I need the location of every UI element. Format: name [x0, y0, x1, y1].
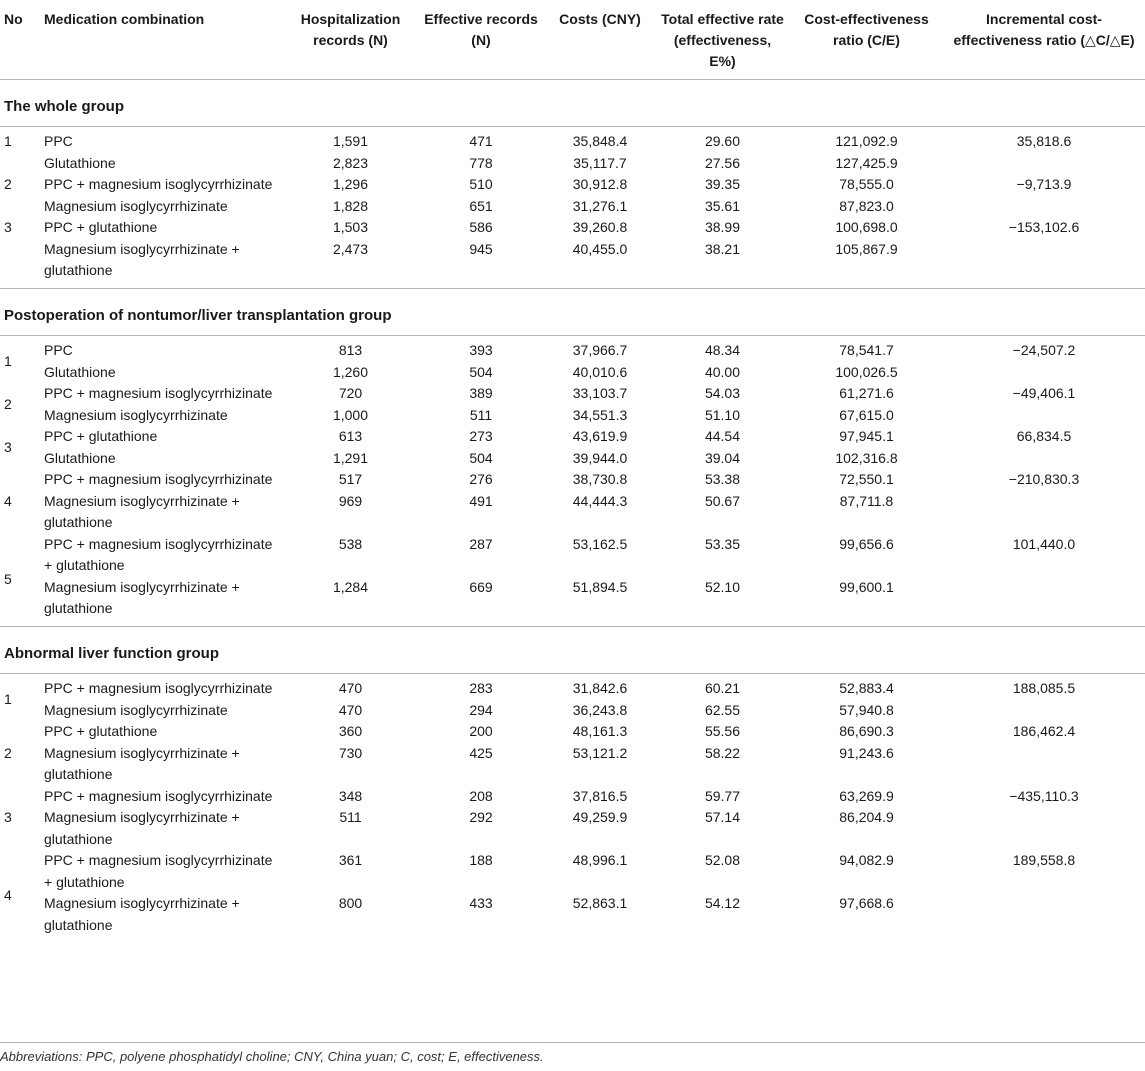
table-bottom-rule: [0, 1042, 1145, 1043]
ce-ratio: 87,711.8: [839, 492, 894, 509]
medication: Glutathione: [44, 363, 116, 380]
ce-ratio: 86,690.3: [839, 723, 894, 739]
header-medication: Medication combination: [40, 0, 284, 79]
costs: 33,103.7: [572, 385, 628, 401]
effective-records: 945: [469, 240, 493, 257]
hospitalization-records: 348: [338, 787, 363, 804]
icer: [943, 577, 1145, 627]
icer: 188,085.5: [1012, 680, 1076, 696]
group-header-row: [0, 79, 1145, 127]
costs: 34,551.3: [572, 406, 628, 423]
effective-records: 778: [469, 154, 493, 171]
medication: PPC + glutathione: [44, 219, 158, 235]
ce-ratio: 67,615.0: [839, 406, 894, 423]
medication: Magnesium isoglycyrrhizinate: [44, 701, 228, 718]
costs: 31,276.1: [572, 197, 628, 214]
effective-records: 283: [469, 680, 493, 696]
ce-ratio: 127,425.9: [835, 154, 898, 171]
medication: PPC + magnesium isoglycyrrhizinate: [44, 385, 273, 401]
medication: PPC + magnesium isoglycyrrhizinate: [44, 176, 273, 192]
effective-rate: 62.55: [704, 701, 741, 718]
icer: −153,102.6: [1008, 219, 1080, 235]
hospitalization-records: 1,260: [332, 363, 369, 380]
costs: 40,010.6: [572, 363, 628, 380]
effective-rate: 27.56: [704, 154, 741, 171]
row-no: 1: [4, 352, 12, 369]
icer: [943, 239, 1145, 289]
hospitalization-records: 1,828: [332, 197, 369, 214]
medication: PPC + magnesium isoglycyrrhizinate: [44, 680, 273, 696]
effective-records: 586: [469, 219, 493, 235]
group-title: Abnormal liver function group: [0, 626, 1145, 674]
costs: 40,455.0: [572, 240, 628, 257]
costs: 53,121.2: [572, 744, 628, 761]
effective-records: 510: [469, 176, 493, 192]
row-no: 1: [4, 690, 12, 707]
hospitalization-records: 720: [338, 385, 363, 401]
hospitalization-records: 1,503: [332, 219, 369, 235]
hospitalization-records: 2,823: [332, 154, 369, 171]
effective-rate: 50.67: [704, 492, 741, 509]
effective-rate: 52.08: [704, 852, 741, 868]
effective-rate: 57.14: [704, 809, 741, 825]
row-no: 2: [4, 395, 12, 412]
effective-records: 471: [469, 133, 493, 149]
header-costs: Costs (CNY): [545, 0, 655, 79]
hospitalization-records: 470: [338, 680, 363, 696]
ce-ratio: 57,940.8: [839, 701, 894, 718]
table-row: [0, 426, 1145, 448]
effective-rate: 39.04: [704, 449, 741, 466]
medication: PPC + magnesium isoglycyrrhizinate: [44, 471, 273, 487]
icer: 186,462.4: [1012, 723, 1076, 739]
header-hospitalization: Hospitalization records (N): [284, 0, 417, 79]
row-no: 4: [4, 887, 12, 904]
effective-rate: 51.10: [704, 406, 741, 423]
effective-records: 504: [469, 363, 493, 380]
table-row: [0, 405, 1145, 427]
effective-records: 273: [469, 428, 493, 444]
table-row: [0, 336, 1145, 362]
table-row: [0, 807, 1145, 850]
costs: 37,966.7: [572, 342, 628, 358]
hospitalization-records: 360: [338, 723, 363, 739]
icer: [943, 807, 1145, 850]
effective-records: 208: [469, 787, 493, 804]
table-row: [0, 239, 1145, 289]
row-no: 3: [4, 809, 12, 825]
table-row: [0, 362, 1145, 384]
medication: Magnesium isoglycyrrhizinate + glutathione: [44, 492, 240, 530]
row-no: [0, 196, 40, 218]
table-row: [0, 127, 1145, 153]
costs: 35,117.7: [573, 154, 627, 171]
icer: 189,558.8: [1012, 852, 1076, 868]
medication: PPC + glutathione: [44, 428, 158, 444]
table-row: [0, 448, 1145, 470]
effective-records: 651: [469, 197, 493, 214]
ce-ratio: 63,269.9: [839, 787, 894, 804]
ce-ratio: 99,656.6: [839, 535, 894, 552]
effective-rate: 53.35: [704, 535, 741, 552]
medication: PPC: [44, 133, 73, 149]
effective-records: 188: [469, 852, 493, 868]
ce-ratio: 102,316.8: [835, 449, 898, 466]
table-row: [0, 491, 1145, 534]
hospitalization-records: 813: [338, 342, 363, 358]
hospitalization-records: 1,296: [332, 176, 369, 192]
effective-rate: 55.56: [704, 723, 741, 739]
medication: Magnesium isoglycyrrhizinate: [44, 406, 228, 423]
icer: 101,440.0: [1012, 535, 1076, 552]
row-no: 2: [4, 744, 12, 761]
hospitalization-records: 613: [338, 428, 363, 444]
icer: [943, 700, 1145, 722]
effective-rate: 54.03: [704, 385, 741, 401]
icer: −24,507.2: [1012, 342, 1076, 358]
row-no: 3: [4, 219, 12, 235]
medication: PPC + magnesium isoglycyrrhizinate: [44, 787, 273, 804]
costs: 53,162.5: [572, 535, 628, 552]
icer: [943, 893, 1145, 942]
effective-rate: 40.00: [704, 363, 741, 380]
effective-rate: 38.99: [704, 219, 741, 235]
costs: 36,243.8: [572, 701, 628, 718]
ce-ratio: 105,867.9: [835, 240, 898, 257]
costs: 43,619.9: [572, 428, 628, 444]
ce-ratio: 72,550.1: [839, 471, 894, 487]
icer: [943, 448, 1145, 470]
effective-records: 292: [469, 809, 493, 825]
table-row: [0, 153, 1145, 175]
ce-ratio: 121,092.9: [835, 133, 898, 149]
costs: 49,259.9: [572, 809, 628, 825]
costs: 48,996.1: [572, 852, 628, 868]
icer: −9,713.9: [1016, 176, 1072, 192]
costs: 39,260.8: [572, 219, 628, 235]
ce-ratio: 97,668.6: [839, 895, 894, 911]
table-row: [0, 721, 1145, 743]
effective-rate: 59.77: [704, 787, 741, 804]
ce-ratio: 99,600.1: [839, 578, 894, 595]
ce-ratio: 91,243.6: [839, 744, 894, 761]
effective-records: 276: [469, 471, 493, 487]
effective-records: 504: [469, 449, 493, 466]
table-row: [0, 674, 1145, 700]
hospitalization-records: 1,591: [332, 133, 369, 149]
medication: Magnesium isoglycyrrhizinate: [44, 197, 228, 214]
costs: 30,912.8: [572, 176, 628, 192]
icer: 35,818.6: [1016, 133, 1072, 149]
effective-records: 511: [469, 406, 493, 423]
effective-rate: 44.54: [704, 428, 741, 444]
effective-rate: 52.10: [704, 578, 741, 595]
icer: −210,830.3: [1008, 471, 1080, 487]
icer: 66,834.5: [1016, 428, 1072, 444]
table-row: [0, 534, 1145, 577]
ce-ratio: 94,082.9: [839, 852, 894, 868]
row-no: [0, 153, 40, 175]
medication: PPC + glutathione: [44, 723, 158, 739]
medication: Magnesium isoglycyrrhizinate + glutathione: [44, 809, 240, 847]
ce-ratio: 78,541.7: [839, 342, 894, 358]
effective-records: 294: [469, 701, 493, 718]
ce-ratio: 97,945.1: [839, 428, 894, 444]
costs: 39,944.0: [572, 449, 628, 466]
costs: 38,730.8: [572, 471, 628, 487]
row-no: [0, 239, 40, 289]
ce-ratio: 86,204.9: [839, 809, 894, 825]
medication: Magnesium isoglycyrrhizinate + glutathione: [44, 240, 240, 278]
medication: Magnesium isoglycyrrhizinate + glutathione: [44, 578, 240, 616]
row-no: 1: [4, 133, 12, 149]
hospitalization-records: 517: [338, 471, 363, 487]
ce-ratio: 100,026.5: [835, 363, 898, 380]
hospitalization-records: 1,291: [332, 449, 369, 466]
effective-records: 433: [469, 895, 493, 911]
effective-rate: 29.60: [704, 133, 741, 149]
medication: PPC: [44, 342, 73, 358]
ce-ratio: 61,271.6: [839, 385, 894, 401]
row-no: 2: [4, 176, 12, 192]
group-title: Postoperation of nontumor/liver transplantation group: [0, 288, 1145, 336]
table-row: [0, 893, 1145, 942]
header-no: No: [0, 0, 40, 79]
effective-records: 389: [469, 385, 493, 401]
costs: 52,863.1: [572, 895, 628, 911]
effective-records: 287: [469, 535, 493, 552]
effective-records: 491: [469, 492, 493, 509]
table-row: [0, 743, 1145, 786]
hospitalization-records: 511: [339, 809, 362, 825]
medication: PPC + magnesium isoglycyrrhizinate + glutathione: [44, 535, 273, 573]
effective-records: 669: [469, 578, 493, 595]
ce-ratio: 78,555.0: [839, 176, 894, 192]
hospitalization-records: 470: [338, 701, 363, 718]
icer: [943, 362, 1145, 384]
hospitalization-records: 1,284: [332, 578, 369, 595]
effective-records: 425: [469, 744, 493, 761]
table-row: [0, 174, 1145, 196]
costs: 51,894.5: [572, 578, 628, 595]
table-body: [0, 79, 1145, 942]
medication: Glutathione: [44, 154, 116, 171]
icer: [943, 196, 1145, 218]
costs: 48,161.3: [572, 723, 628, 739]
medication: Magnesium isoglycyrrhizinate + glutathione: [44, 895, 240, 933]
effective-rate: 48.34: [704, 342, 741, 358]
hospitalization-records: 969: [338, 492, 363, 509]
footnote: Abbreviations: PPC, polyene phosphatidyl choline; CNY, China yuan; C, cost; E, effectiveness.: [0, 1049, 544, 1064]
effective-records: 200: [469, 723, 493, 739]
effective-rate: 39.35: [704, 176, 741, 192]
hospitalization-records: 1,000: [332, 406, 369, 423]
table-row: [0, 700, 1145, 722]
effective-rate: 58.22: [704, 744, 741, 761]
group-header-row: [0, 626, 1145, 674]
table-row: [0, 196, 1145, 218]
table-row: [0, 217, 1145, 239]
icer: −435,110.3: [1009, 787, 1079, 804]
row-no: 3: [4, 438, 12, 455]
table-row: [0, 577, 1145, 627]
header-icer: Incremental cost-effectiveness ratio (△C/△E): [943, 0, 1145, 79]
effective-rate: 38.21: [704, 240, 741, 257]
costs: 37,816.5: [572, 787, 628, 804]
table-row: [0, 383, 1145, 405]
medication: Glutathione: [44, 449, 116, 466]
table-row: [0, 469, 1145, 491]
hospitalization-records: 361: [338, 852, 363, 868]
table-row: [0, 786, 1145, 808]
row-no: 4: [4, 492, 12, 509]
header-row: [0, 0, 1145, 79]
effective-rate: 54.12: [704, 895, 741, 911]
icer: [943, 743, 1145, 786]
icer: [943, 491, 1145, 534]
costs: 44,444.3: [572, 492, 628, 509]
row-no: 5: [4, 570, 12, 587]
hospitalization-records: 730: [338, 744, 363, 761]
hospitalization-records: 538: [338, 535, 363, 552]
effective-records: 393: [469, 342, 493, 358]
medication: PPC + magnesium isoglycyrrhizinate + glutathione: [44, 852, 273, 890]
group-header-row: [0, 288, 1145, 336]
costs: 31,842.6: [572, 680, 628, 696]
icer: [943, 405, 1145, 427]
costs: 35,848.4: [572, 133, 628, 149]
ce-ratio: 87,823.0: [839, 197, 894, 214]
effective-rate: 60.21: [704, 680, 741, 696]
effective-rate: 35.61: [704, 197, 741, 214]
icer: −49,406.1: [1012, 385, 1076, 401]
header-effective: Effective records (N): [417, 0, 545, 79]
header-ce-ratio: Cost-effectiveness ratio (C/E): [790, 0, 943, 79]
header-effective-rate: Total effective rate (effectiveness, E%): [655, 0, 790, 79]
ce-ratio: 52,883.4: [839, 680, 894, 696]
icer: [943, 153, 1145, 175]
table-row: [0, 850, 1145, 893]
hospitalization-records: 2,473: [332, 240, 369, 257]
ce-ratio: 100,698.0: [835, 219, 898, 235]
group-title: The whole group: [0, 79, 1145, 127]
medication: Magnesium isoglycyrrhizinate + glutathione: [44, 744, 240, 782]
effective-rate: 53.38: [704, 471, 741, 487]
hospitalization-records: 800: [338, 895, 363, 911]
